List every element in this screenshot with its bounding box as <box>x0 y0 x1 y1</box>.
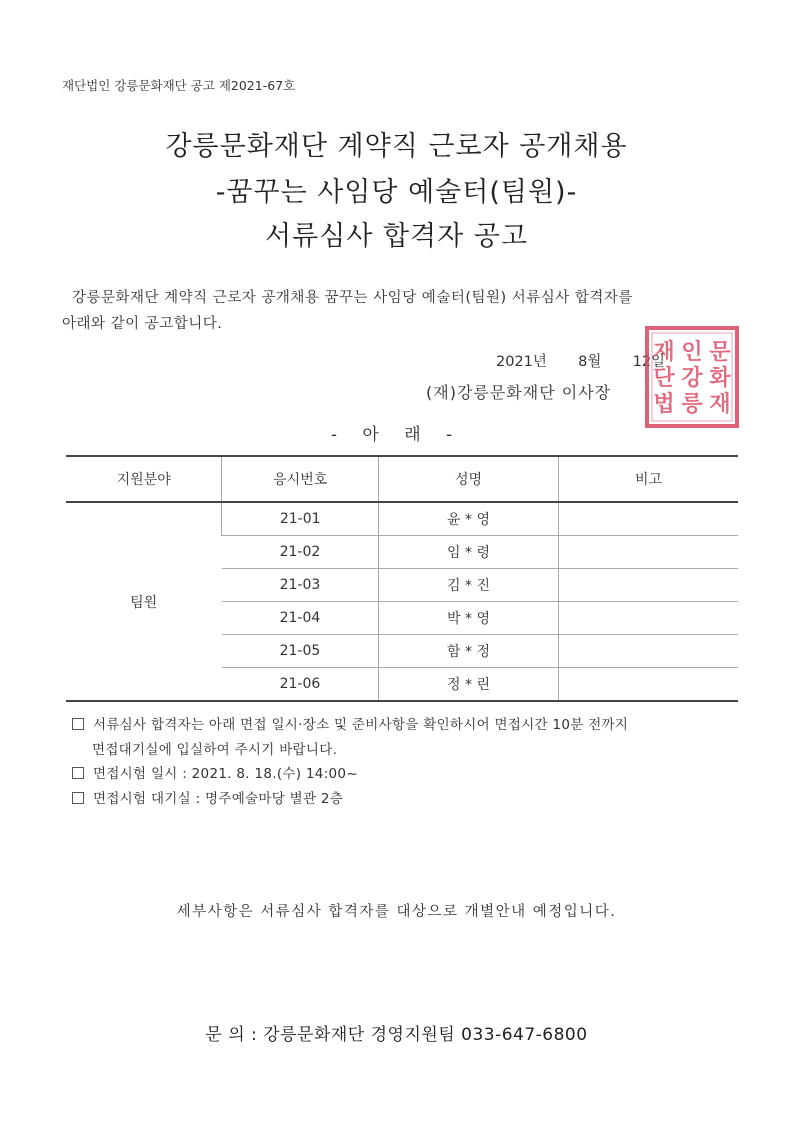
applicant-table <box>66 455 738 702</box>
contact-info: 문 의 : 강릉문화재단 경영지원팀 033-647-6800 <box>205 1025 588 1045</box>
note-cell <box>558 668 738 702</box>
page-title: 강릉문화재단 계약직 근로자 공개채용 <box>165 131 628 162</box>
announcement-body <box>62 285 742 337</box>
note-item-1-continuation: 면접대기실에 입실하여 주시기 바랍니다. <box>92 741 338 758</box>
page-title-announcement: 서류심사 합격자 공고 <box>265 221 528 252</box>
note-item-3 <box>72 787 762 812</box>
svg-text:재: 재 <box>653 340 675 365</box>
table-header-row <box>66 456 738 502</box>
organization-signature: (재)강릉문화재단 이사장 <box>426 383 612 402</box>
date-year: 2021년 <box>496 354 547 370</box>
svg-text:법: 법 <box>653 392 675 417</box>
checkbox-square-icon <box>72 767 84 779</box>
checkbox-square-icon <box>72 792 84 804</box>
number-cell: 21-02 <box>222 536 379 569</box>
note-cell <box>558 536 738 569</box>
svg-text:인: 인 <box>681 340 703 365</box>
name-cell: 정 * 린 <box>379 668 559 702</box>
svg-text:단: 단 <box>653 366 675 391</box>
field-cell: 팀원 <box>66 502 222 701</box>
page-subtitle: -꿈꾸는 사임당 예술터(팀원)- <box>215 177 578 208</box>
svg-text:문: 문 <box>709 340 731 365</box>
body-line-1: 강릉문화재단 계약직 근로자 공개채용 꿈꾸는 사임당 예술터(팀원) 서류심사 합격자를 <box>72 290 633 306</box>
svg-text:화: 화 <box>709 366 731 391</box>
name-cell: 박 * 영 <box>379 602 559 635</box>
number-cell: 21-06 <box>222 668 379 702</box>
note-item-3-text: 면접시험 대기실 : 명주예술마당 별관 2층 <box>93 790 344 807</box>
date-month: 8월 <box>578 354 602 370</box>
number-cell: 21-04 <box>222 602 379 635</box>
note-cell <box>558 569 738 602</box>
svg-text:릉: 릉 <box>681 392 703 417</box>
note-item-2-text: 면접시험 일시 : 2021. 8. 18.(수) 14:00~ <box>93 766 358 782</box>
note-item-1 <box>72 713 762 738</box>
number-cell: 21-01 <box>222 502 379 536</box>
notes-list <box>72 713 762 811</box>
note-cell <box>558 502 738 536</box>
announcement-date <box>496 350 665 371</box>
section-label: - 아 래 - <box>330 425 463 445</box>
date-day: 12일 <box>632 354 666 370</box>
name-cell: 윤 * 영 <box>379 502 559 536</box>
header-field: 지원분야 <box>66 456 222 502</box>
header-name: 성명 <box>379 456 559 502</box>
notice-number: 재단법인 강릉문화재단 공고 제2021-67호 <box>62 78 296 93</box>
name-cell: 함 * 정 <box>379 635 559 668</box>
header-note: 비고 <box>558 456 738 502</box>
official-seal-icon <box>644 325 740 429</box>
name-cell: 김 * 진 <box>379 569 559 602</box>
note-item-1-text: 서류심사 합격자는 아래 면접 일시·장소 및 준비사항을 확인하시어 면접시간 10분 전까지 <box>93 717 629 733</box>
body-line-2: 아래와 같이 공고합니다. <box>62 316 223 332</box>
svg-text:강: 강 <box>681 366 703 391</box>
name-cell: 임 * 령 <box>379 536 559 569</box>
checkbox-square-icon <box>72 718 84 730</box>
number-cell: 21-03 <box>222 569 379 602</box>
detail-notice: 세부사항은 서류심사 합격자를 대상으로 개별안내 예정입니다. <box>176 904 617 920</box>
table-row <box>66 502 738 536</box>
note-cell <box>558 602 738 635</box>
svg-text:재: 재 <box>709 392 731 417</box>
note-cell <box>558 635 738 668</box>
note-item-2 <box>72 762 762 787</box>
number-cell: 21-05 <box>222 635 379 668</box>
header-number: 응시번호 <box>222 456 379 502</box>
